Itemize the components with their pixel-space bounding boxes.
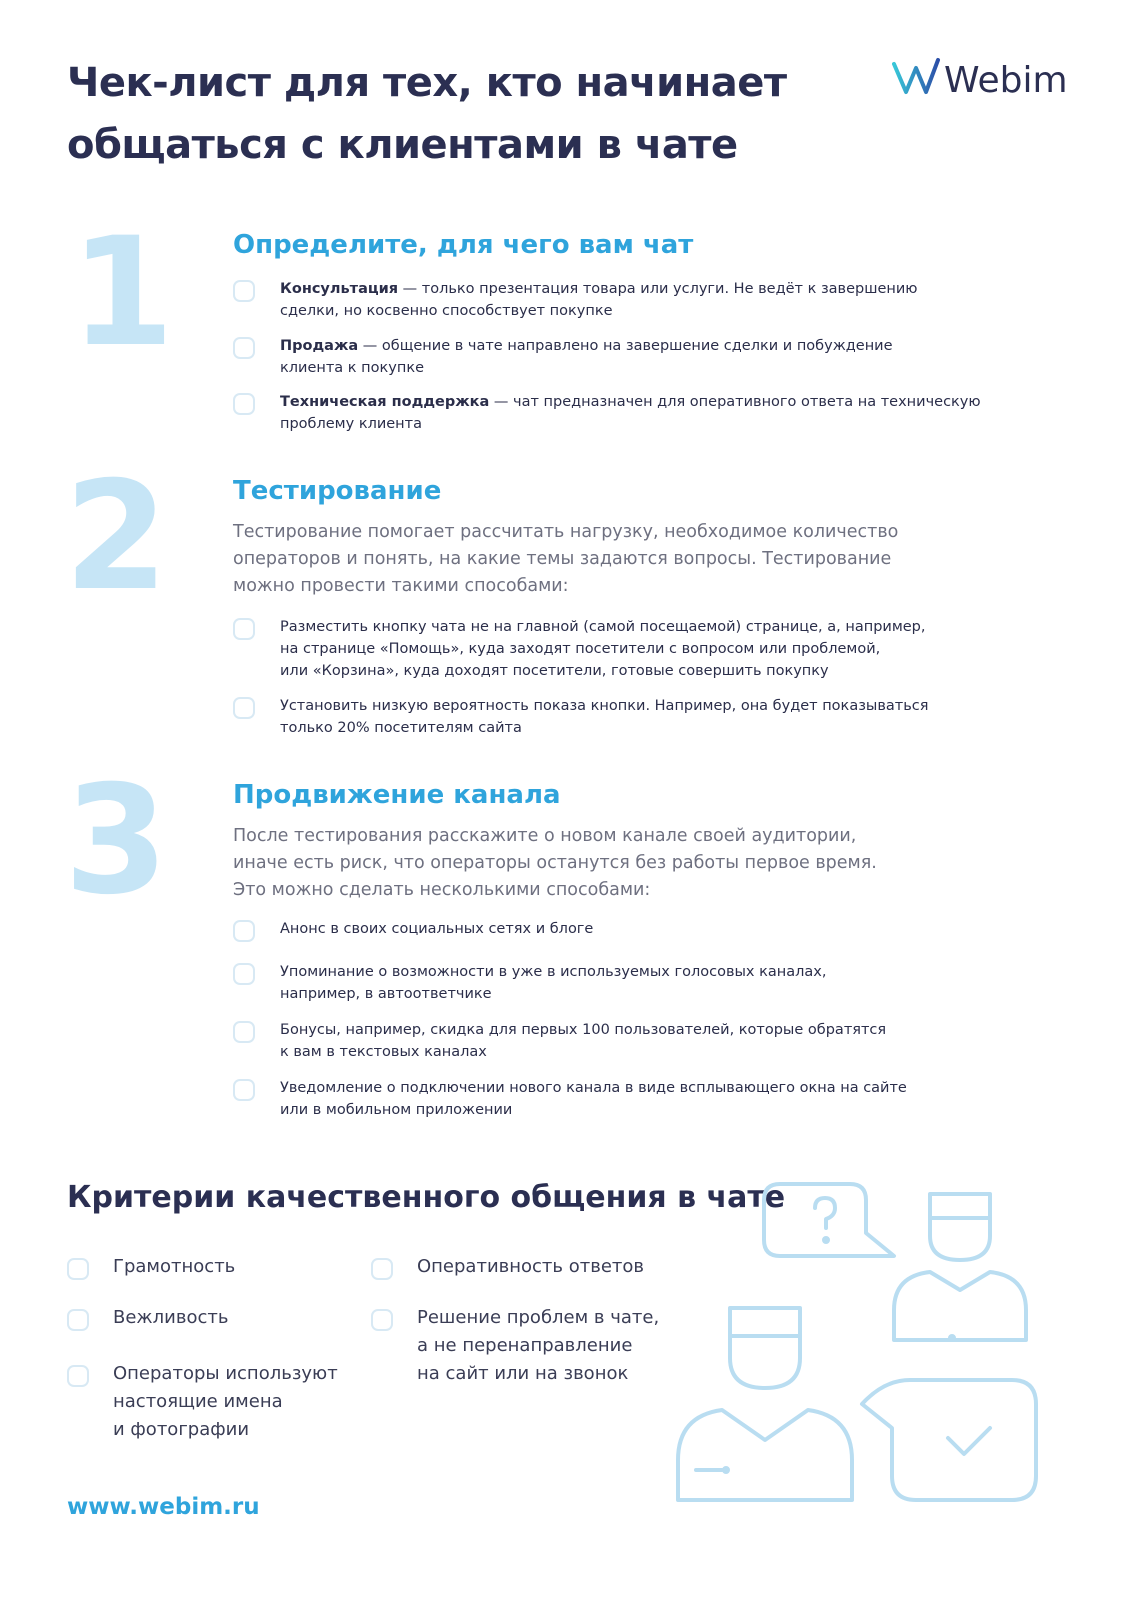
criteria-text: на сайт или на звонок: [417, 1363, 629, 1384]
checkbox[interactable]: [233, 618, 255, 640]
checkbox[interactable]: [233, 920, 255, 942]
page-title-line: Чек-лист для тех, кто начинает: [67, 60, 787, 106]
item-text: или в мобильном приложении: [280, 1102, 513, 1118]
section-number: 2: [64, 450, 169, 624]
criteria-text: Решение проблем в чате,: [417, 1307, 660, 1328]
checkbox[interactable]: [371, 1258, 393, 1280]
section-intro: [233, 823, 953, 904]
checkbox[interactable]: [233, 280, 255, 302]
item-text: на странице «Помощь», куда заходят посетители с вопросом или проблемой,: [280, 641, 881, 657]
footer-url-link[interactable]: www.webim.ru: [67, 1494, 260, 1520]
item-bold-label: Техническая поддержка: [280, 394, 490, 410]
checkbox[interactable]: [233, 963, 255, 985]
item-text: Упоминание о возможности в уже в используемых голосовых каналах,: [280, 964, 827, 980]
item-text: — чат предназначен для оперативного ответа на техническую: [489, 394, 981, 410]
checkbox[interactable]: [233, 337, 255, 359]
page-title: [67, 52, 827, 176]
checkbox[interactable]: [67, 1258, 89, 1280]
question-bubble-icon: [764, 1184, 894, 1256]
item-text: — общение в чате направлено на завершение сделки и побуждение: [358, 338, 893, 354]
item-text: только 20% посетителям сайта: [280, 720, 522, 736]
item-text: сделки, но косвенно способствует покупке: [280, 303, 613, 319]
intro-line: После тестирования расскажите о новом канале своей аудитории,: [233, 826, 857, 846]
operator-person-icon: [678, 1308, 852, 1500]
section-title: Определите, для чего вам чат: [233, 230, 694, 260]
item-bold-label: Консультация: [280, 281, 399, 297]
criteria-text: Оперативность ответов: [417, 1256, 645, 1277]
criteria-text: а не перенаправление: [417, 1335, 633, 1356]
item-text: проблему клиента: [280, 416, 422, 432]
section-title: Продвижение канала: [233, 780, 561, 810]
item-text: например, в автоответчике: [280, 986, 492, 1002]
checkbox[interactable]: [371, 1309, 393, 1331]
section-title: Тестирование: [233, 476, 442, 506]
intro-line: можно провести такими способами:: [233, 576, 569, 596]
check-bubble-icon: [862, 1380, 1036, 1500]
section-number: 3: [64, 754, 169, 928]
criteria-text: Операторы используют: [113, 1363, 338, 1384]
intro-line: операторов и понять, на какие темы задаются вопросы. Тестирование: [233, 549, 892, 569]
checkbox[interactable]: [67, 1309, 89, 1331]
item-text: к вам в текстовых каналах: [280, 1044, 487, 1060]
intro-line: Это можно сделать несколькими способами:: [233, 880, 651, 900]
checkbox[interactable]: [233, 1021, 255, 1043]
section-number: 1: [70, 206, 175, 380]
item-text: Разместить кнопку чата не на главной (самой посещаемой) странице, а, например,: [280, 619, 926, 635]
checkbox[interactable]: [67, 1365, 89, 1387]
item-text: Уведомление о подключении нового канала в виде всплывающего окна на сайте: [280, 1080, 907, 1096]
logo-text: Webim: [944, 60, 1068, 101]
operator-person-icon: [894, 1194, 1026, 1340]
checkbox[interactable]: [233, 697, 255, 719]
section-intro: [233, 519, 953, 600]
intro-line: Тестирование помогает рассчитать нагрузку, необходимое количество: [233, 522, 899, 542]
intro-line: иначе есть риск, что операторы останутся без работы первое время.: [233, 853, 877, 873]
support-illustration: [672, 1178, 1052, 1508]
item-text: или «Корзина», куда доходят посетители, готовые совершить покупку: [280, 663, 829, 679]
checkbox[interactable]: [233, 1079, 255, 1101]
webim-logo-icon: [892, 54, 1072, 104]
criteria-text: и фотографии: [113, 1419, 250, 1440]
webim-logo: [892, 54, 1072, 104]
criteria-text: Грамотность: [113, 1256, 236, 1277]
page-title-line: общаться с клиентами в чате: [67, 122, 738, 168]
item-text: Установить низкую вероятность показа кнопки. Например, она будет показываться: [280, 698, 929, 714]
criteria-title: Критерии качественного общения в чате: [67, 1180, 786, 1215]
item-text: Анонс в своих социальных сетях и блоге: [280, 921, 594, 937]
checkbox[interactable]: [233, 393, 255, 415]
item-text: — только презентация товара или услуги. Не ведёт к завершению: [398, 281, 918, 297]
criteria-text: настоящие имена: [113, 1391, 283, 1412]
item-bold-label: Продажа: [280, 338, 359, 354]
criteria-text: Вежливость: [113, 1307, 229, 1328]
item-text: клиента к покупке: [280, 360, 425, 376]
item-text: Бонусы, например, скидка для первых 100 пользователей, которые обратятся: [280, 1022, 887, 1038]
